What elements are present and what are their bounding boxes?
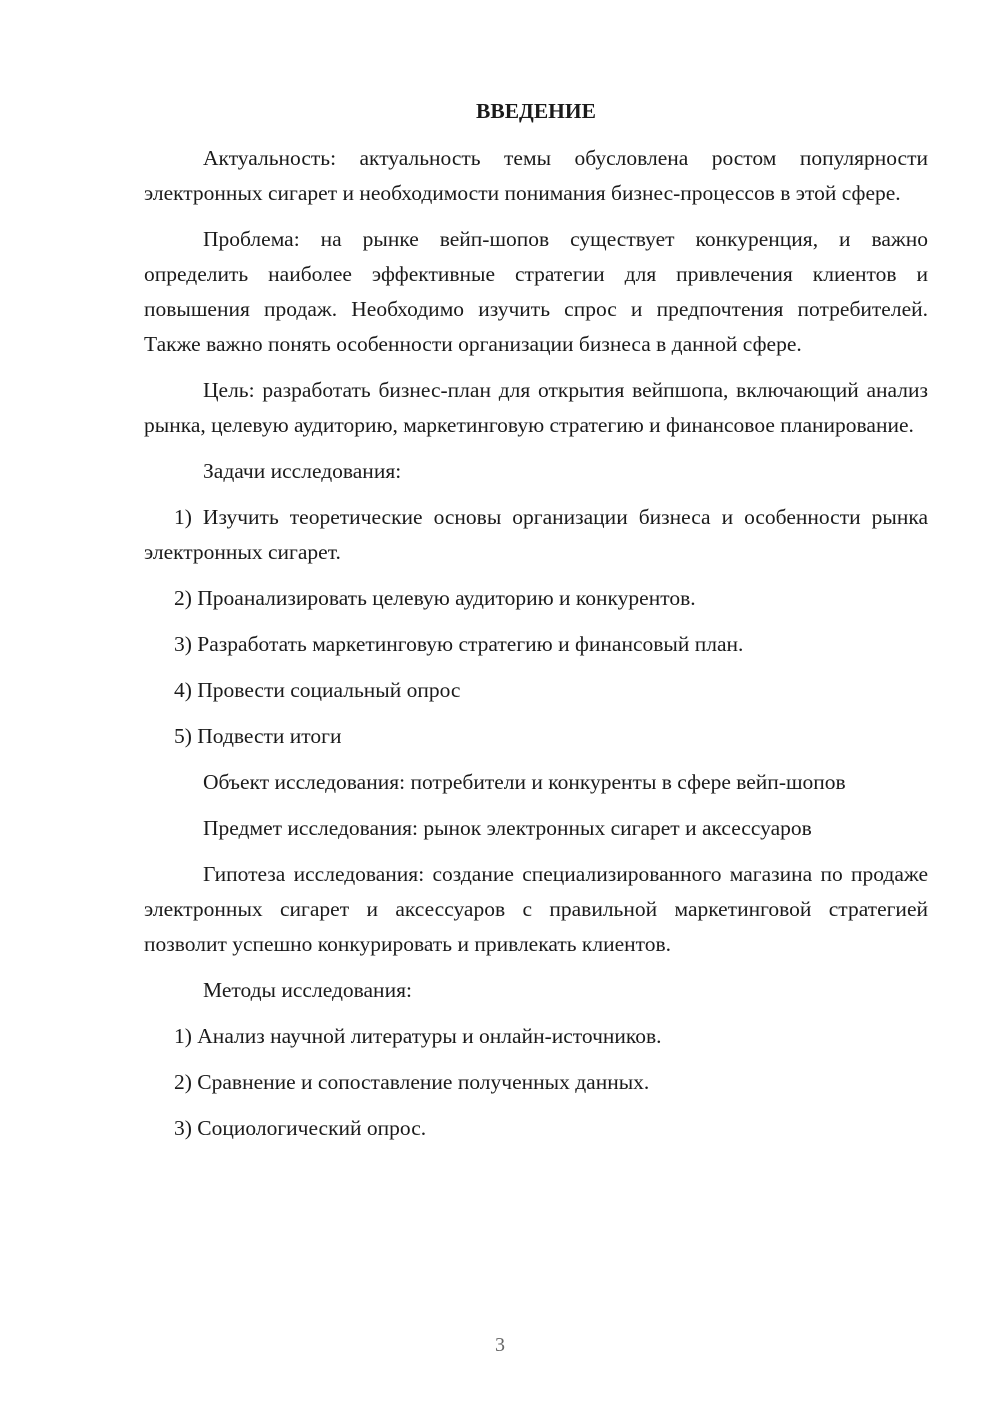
- task-item-2: 2) Проанализировать целевую аудиторию и конкурентов.: [174, 586, 696, 610]
- method-item-1: 1) Анализ научной литературы и онлайн-источников.: [174, 1024, 662, 1048]
- page-content: [144, 94, 928, 1157]
- page-number: 3: [495, 1334, 505, 1356]
- problem-paragraph: Проблема: на рынке вейп-шопов существует конкуренция, и важно определить наиболее эффективные стратегии для привлечения клиентов и повышения продаж. Необходимо изучить спрос и предпочтения потребителей. Также важно понять особенности организации бизнеса в данной сфере.: [144, 227, 928, 356]
- task-item-1: 1) Изучить теоретические основы организации бизнеса и особенности рынка электронных сигарет.: [144, 505, 928, 564]
- section-title: ВВЕДЕНИЕ: [476, 99, 596, 123]
- task-item-4: 4) Провести социальный опрос: [174, 678, 461, 702]
- methods-heading: Методы исследования:: [203, 978, 412, 1002]
- method-item-2: 2) Сравнение и сопоставление полученных данных.: [174, 1070, 650, 1094]
- task-item-3: 3) Разработать маркетинговую стратегию и финансовый план.: [174, 632, 744, 656]
- relevance-paragraph: Актуальность: актуальность темы обусловлена ростом популярности электронных сигарет и необходимости понимания бизнес-процессов в этой сфере.: [144, 146, 928, 205]
- hypothesis-paragraph: Гипотеза исследования: создание специализированного магазина по продаже электронных сигарет и аксессуаров с правильной маркетинговой стратегией позволит успешно конкурировать и привлекать клиентов.: [144, 862, 928, 956]
- tasks-heading: Задачи исследования:: [203, 459, 402, 483]
- task-item-5: 5) Подвести итоги: [174, 724, 342, 748]
- object-paragraph: Объект исследования: потребители и конкуренты в сфере вейп-шопов: [203, 770, 846, 794]
- subject-paragraph: Предмет исследования: рынок электронных сигарет и аксессуаров: [203, 816, 812, 840]
- method-item-3: 3) Социологический опрос.: [174, 1116, 427, 1140]
- goal-paragraph: Цель: разработать бизнес-план для открытия вейпшопа, включающий анализ рынка, целевую аудиторию, маркетинговую стратегию и финансовое планирование.: [144, 378, 928, 437]
